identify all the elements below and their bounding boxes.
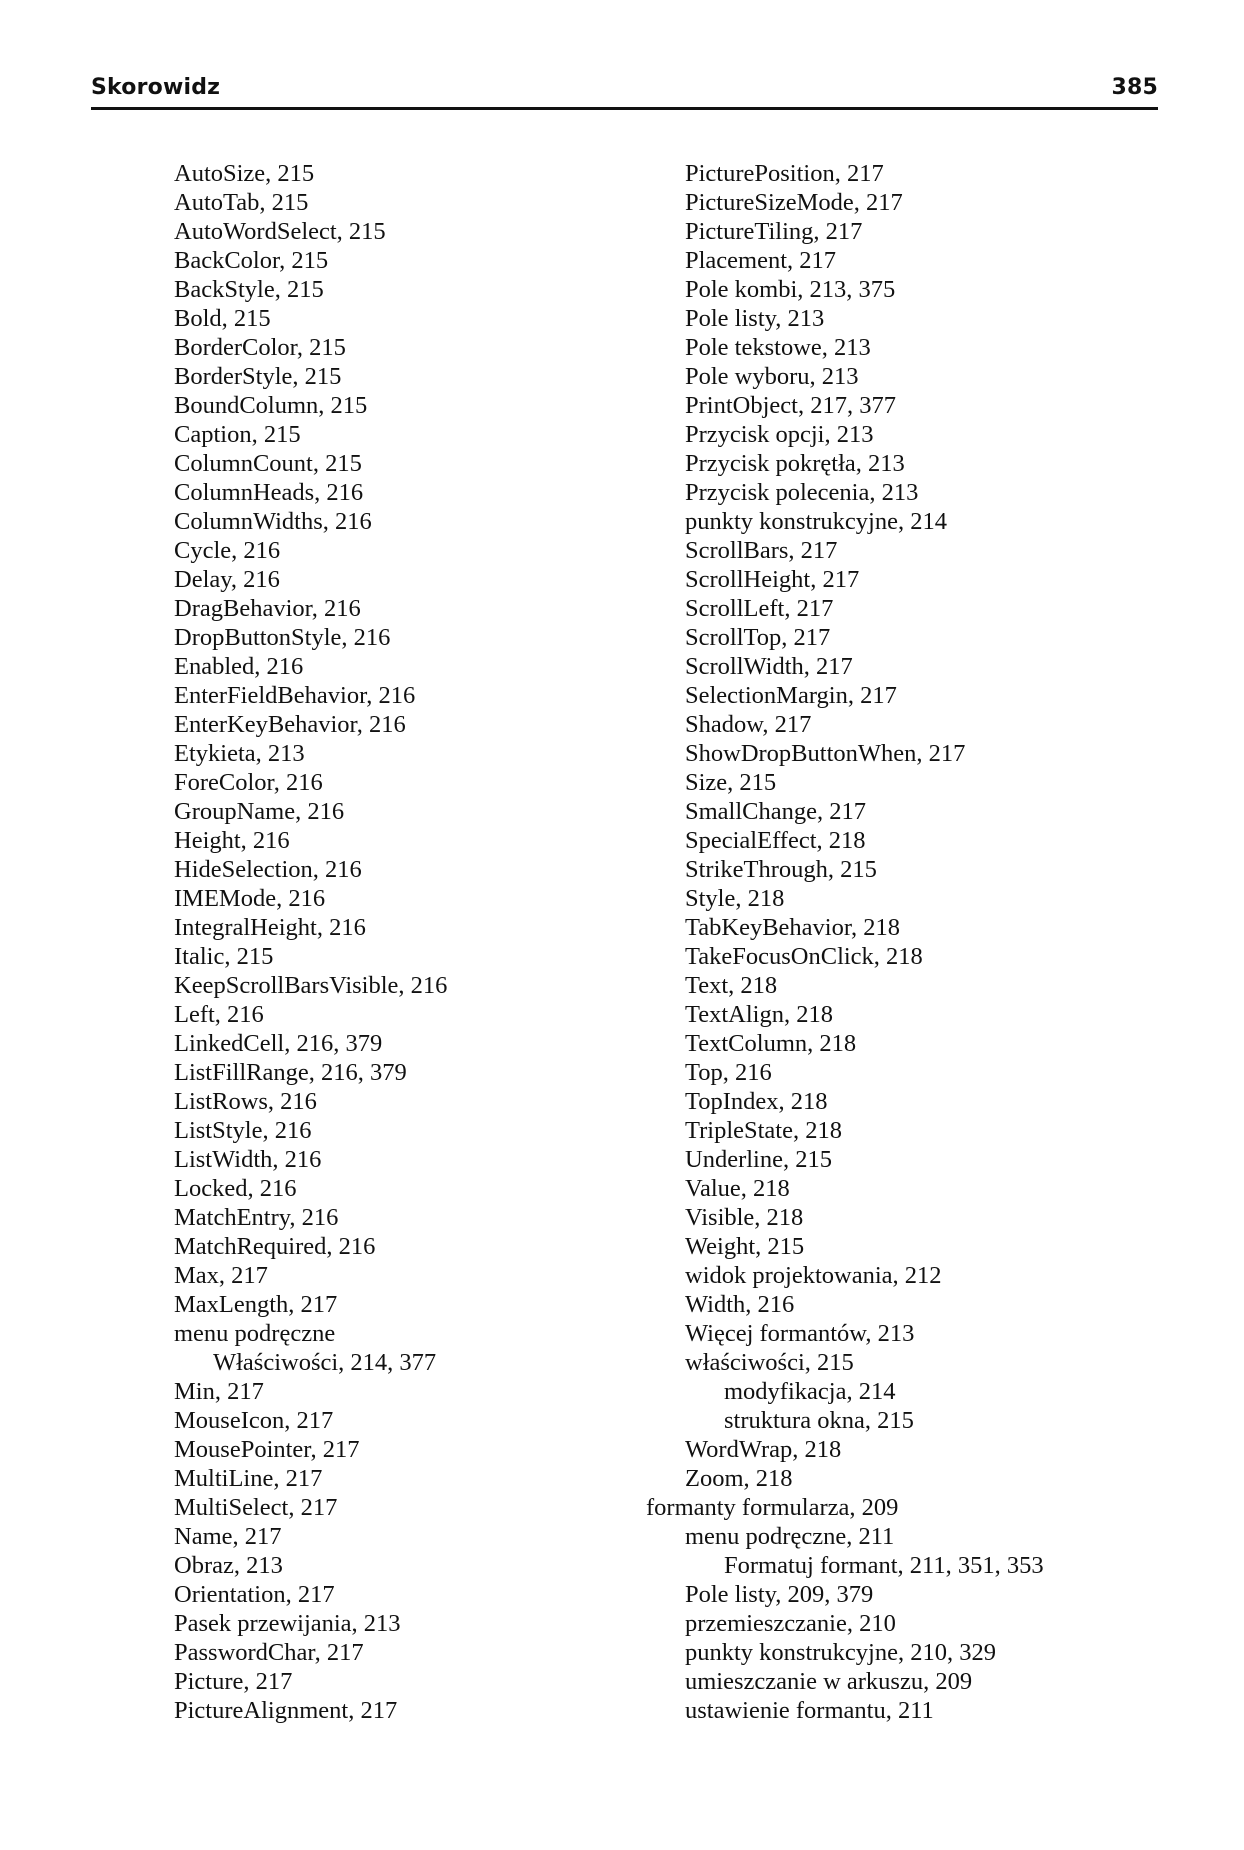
- index-column-right: [646, 159, 1044, 1725]
- index-entry: Style, 218: [685, 885, 785, 912]
- index-entry: Text, 218: [685, 972, 778, 999]
- index-entry: Size, 215: [685, 769, 777, 796]
- index-entry: ScrollTop, 217: [685, 624, 831, 651]
- index-entry: AutoSize, 215: [174, 160, 315, 187]
- index-entry: DragBehavior, 216: [174, 595, 361, 622]
- index-entry: Visible, 218: [685, 1204, 804, 1231]
- index-entry: Pole listy, 209, 379: [685, 1581, 874, 1608]
- index-entry: DropButtonStyle, 216: [174, 624, 391, 651]
- index-entry: BorderColor, 215: [174, 334, 346, 361]
- index-entry: ScrollBars, 217: [685, 537, 838, 564]
- index-entry: Orientation, 217: [174, 1581, 335, 1608]
- index-entry: Bold, 215: [174, 305, 271, 332]
- index-entry: ScrollLeft, 217: [685, 595, 834, 622]
- index-entry: HideSelection, 216: [174, 856, 362, 883]
- index-entry: Height, 216: [174, 827, 290, 854]
- index-entry: ListFillRange, 216, 379: [174, 1059, 407, 1086]
- index-entry: Min, 217: [174, 1378, 264, 1405]
- index-entry: StrikeThrough, 215: [685, 856, 877, 883]
- index-entry: MultiLine, 217: [174, 1465, 323, 1492]
- index-entry: TopIndex, 218: [685, 1088, 828, 1115]
- index-entry: Weight, 215: [685, 1233, 805, 1260]
- index-entry: ListStyle, 216: [174, 1117, 312, 1144]
- index-entry: ScrollHeight, 217: [685, 566, 860, 593]
- index-entry: widok projektowania, 212: [685, 1262, 942, 1289]
- index-entry: ScrollWidth, 217: [685, 653, 853, 680]
- index-subentry: Formatuj formant, 211, 351, 353: [724, 1552, 1044, 1579]
- index-entry: Caption, 215: [174, 421, 301, 448]
- index-entry: Value, 218: [685, 1175, 790, 1202]
- index-entry: Width, 216: [685, 1291, 795, 1318]
- index-entry: PasswordChar, 217: [174, 1639, 364, 1666]
- index-entry: menu podręczne, 211: [685, 1523, 895, 1550]
- page-number: 385: [1111, 75, 1158, 100]
- index-main-entry: formanty formularza, 209: [646, 1494, 899, 1521]
- index-entry: ustawienie formantu, 211: [685, 1697, 934, 1724]
- index-entry: SelectionMargin, 217: [685, 682, 897, 709]
- index-entry: WordWrap, 218: [685, 1436, 842, 1463]
- index-subentry: Właściwości, 214, 377: [213, 1349, 437, 1376]
- index-entry: BoundColumn, 215: [174, 392, 368, 419]
- index-entry: IntegralHeight, 216: [174, 914, 366, 941]
- index-entry: TabKeyBehavior, 218: [685, 914, 901, 941]
- index-subentry: struktura okna, 215: [724, 1407, 914, 1434]
- index-entry: Cycle, 216: [174, 537, 281, 564]
- index-entry: Przycisk opcji, 213: [685, 421, 874, 448]
- index-entry: przemieszczanie, 210: [685, 1610, 896, 1637]
- index-entry: umieszczanie w arkuszu, 209: [685, 1668, 973, 1695]
- index-entry: MouseIcon, 217: [174, 1407, 334, 1434]
- index-entry: Italic, 215: [174, 943, 274, 970]
- index-entry: MatchRequired, 216: [174, 1233, 376, 1260]
- index-column-left: [135, 159, 447, 1725]
- index-entry: BorderStyle, 215: [174, 363, 342, 390]
- index-entry: punkty konstrukcyjne, 210, 329: [685, 1639, 996, 1666]
- index-subentry: modyfikacja, 214: [724, 1378, 896, 1405]
- index-entry: MultiSelect, 217: [174, 1494, 338, 1521]
- index-entry: AutoWordSelect, 215: [174, 218, 386, 245]
- index-entry: Top, 216: [685, 1059, 772, 1086]
- index-entry: Etykieta, 213: [174, 740, 305, 767]
- index-entry: MousePointer, 217: [174, 1436, 360, 1463]
- index-entry: Delay, 216: [174, 566, 280, 593]
- index-entry: EnterFieldBehavior, 216: [174, 682, 416, 709]
- index-entry: PrintObject, 217, 377: [685, 392, 896, 419]
- index-entry: MatchEntry, 216: [174, 1204, 339, 1231]
- index-entry: ColumnHeads, 216: [174, 479, 364, 506]
- index-entry: punkty konstrukcyjne, 214: [685, 508, 947, 535]
- header-rule: [91, 107, 1158, 110]
- index-entry: PictureSizeMode, 217: [685, 189, 903, 216]
- index-entry: Pasek przewijania, 213: [174, 1610, 401, 1637]
- index-entry: KeepScrollBarsVisible, 216: [174, 972, 448, 999]
- index-entry: ListWidth, 216: [174, 1146, 322, 1173]
- index-entry: MaxLength, 217: [174, 1291, 338, 1318]
- index-entry: TripleState, 218: [685, 1117, 842, 1144]
- index-entry: właściwości, 215: [685, 1349, 854, 1376]
- index-entry: ColumnCount, 215: [174, 450, 362, 477]
- index-entry: Underline, 215: [685, 1146, 832, 1173]
- index-entry: Przycisk polecenia, 213: [685, 479, 919, 506]
- index-entry: Więcej formantów, 213: [685, 1320, 915, 1347]
- index-entry: Zoom, 218: [685, 1465, 793, 1492]
- running-header: [91, 70, 1158, 110]
- index-entry: PicturePosition, 217: [685, 160, 884, 187]
- index-entry: Name, 217: [174, 1523, 282, 1550]
- index-entry: Pole tekstowe, 213: [685, 334, 871, 361]
- index-entry: ListRows, 216: [174, 1088, 317, 1115]
- index-entry: BackColor, 215: [174, 247, 329, 274]
- index-entry: ShowDropButtonWhen, 217: [685, 740, 966, 767]
- index-entry: ForeColor, 216: [174, 769, 323, 796]
- index-entry: Przycisk pokrętła, 213: [685, 450, 905, 477]
- index-entry: TakeFocusOnClick, 218: [685, 943, 923, 970]
- index-entry: GroupName, 216: [174, 798, 345, 825]
- index-entry: AutoTab, 215: [174, 189, 309, 216]
- index-entry: LinkedCell, 216, 379: [174, 1030, 383, 1057]
- index-entry: Pole wyboru, 213: [685, 363, 859, 390]
- index-entry: Enabled, 216: [174, 653, 304, 680]
- index-entry: Shadow, 217: [685, 711, 812, 738]
- index-entry: PictureTiling, 217: [685, 218, 863, 245]
- index-entry: Pole listy, 213: [685, 305, 825, 332]
- index-entry: Obraz, 213: [174, 1552, 283, 1579]
- index-entry: SpecialEffect, 218: [685, 827, 866, 854]
- index-entry: EnterKeyBehavior, 216: [174, 711, 406, 738]
- index-entry: IMEMode, 216: [174, 885, 326, 912]
- index-entry: TextColumn, 218: [685, 1030, 857, 1057]
- index-entry: PictureAlignment, 217: [174, 1697, 398, 1724]
- index-entry: Placement, 217: [685, 247, 837, 274]
- index-entry: Left, 216: [174, 1001, 264, 1028]
- index-entry: ColumnWidths, 216: [174, 508, 372, 535]
- index-entry: Max, 217: [174, 1262, 268, 1289]
- index-entry: menu podręczne: [174, 1320, 336, 1347]
- index-entry: Picture, 217: [174, 1668, 293, 1695]
- index-entry: SmallChange, 217: [685, 798, 867, 825]
- index-entry: TextAlign, 218: [685, 1001, 833, 1028]
- index-entry: BackStyle, 215: [174, 276, 324, 303]
- running-header-title: Skorowidz: [91, 75, 221, 100]
- index-entry: Pole kombi, 213, 375: [685, 276, 896, 303]
- index-entry: Locked, 216: [174, 1175, 297, 1202]
